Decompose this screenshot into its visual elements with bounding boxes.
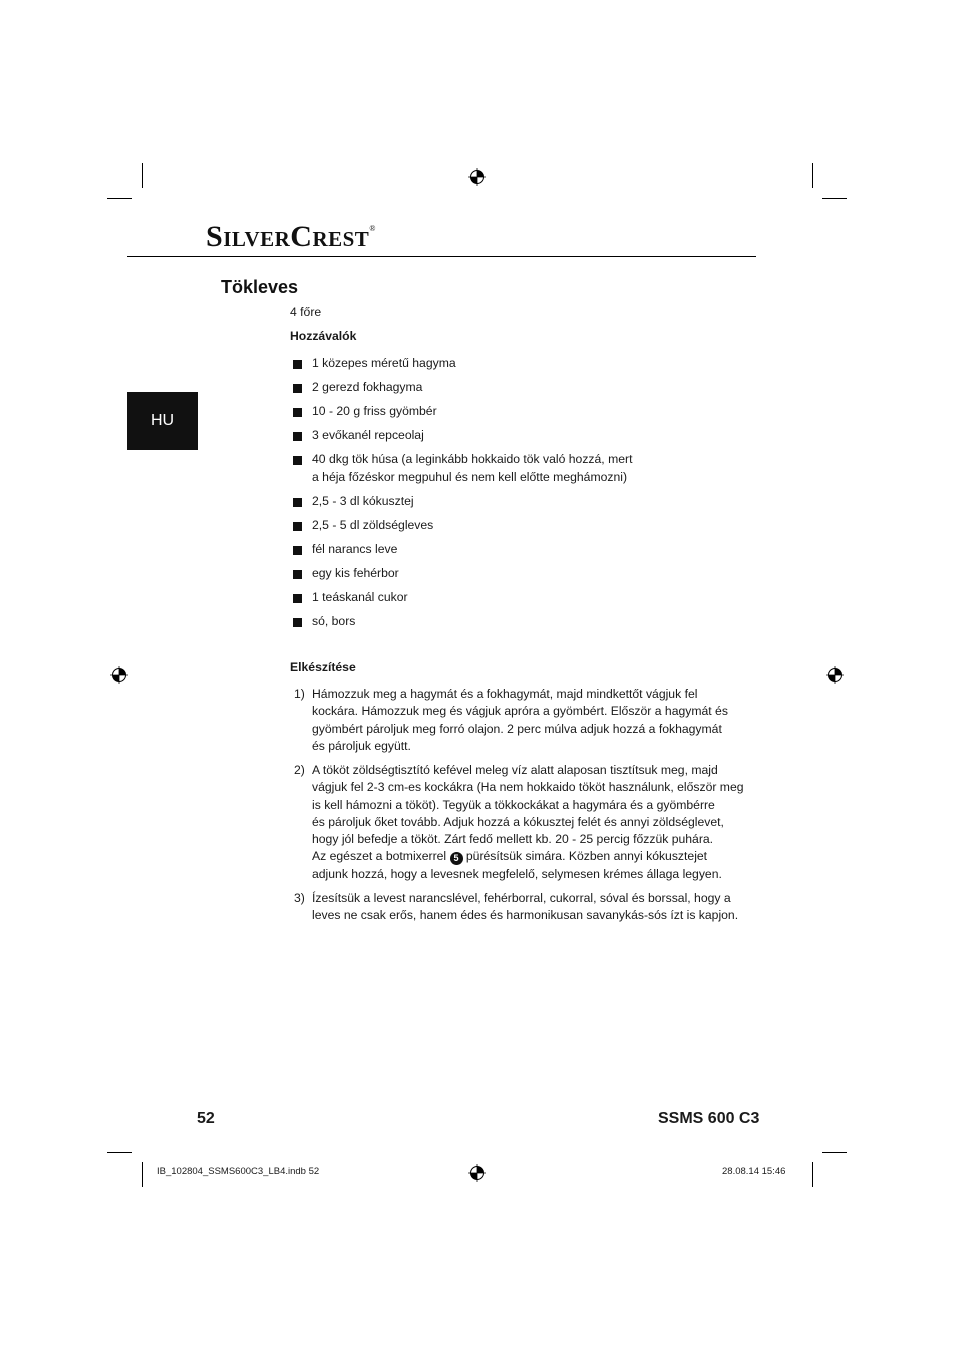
step-line: kockára. Hámozzuk meg és vágjuk apróra a gyömbért. Először a hagymát és: [312, 704, 728, 719]
model-number: SSMS 600 C3: [658, 1110, 760, 1127]
step-line: vágjuk fel 2-3 cm-es kockákra (Ha nem hokkaido tököt használunk, először meg: [312, 780, 744, 795]
step-line: és pároljuk őket tovább. Adjuk hozzá a kókusztej felét és annyi zöldséglevet,: [312, 814, 724, 829]
registration-mark-top-icon: [468, 168, 486, 186]
list-bullet-icon: [293, 432, 302, 441]
list-bullet-icon: [293, 456, 302, 465]
crop-mark-bottom-left-horizontal: [107, 1152, 132, 1153]
page-title: Tökleves: [221, 277, 299, 297]
step-line: Hámozzuk meg a hagymát és a fokhagymát, majd mindkettőt vágjuk fel: [312, 687, 698, 701]
step-text: [312, 762, 744, 883]
list-item: 1 közepes méretű hagyma: [312, 356, 456, 370]
step-line: hogy jól befedje a tököt. Zárt fedő mellett kb. 20 - 25 percig főzzük puhára.: [312, 832, 714, 847]
step-line: is kell hámozni a tököt). Tegyük a tökkockákat a hagymára és a gyömbérre: [312, 797, 715, 812]
crop-mark-bottom-right-horizontal: [822, 1152, 847, 1153]
step-line: Az egészet a botmixerrel 5 pürésítsük simára. Közben annyi kókusztejet: [312, 849, 708, 864]
list-bullet-icon: [293, 408, 302, 417]
step-text: [312, 686, 734, 755]
crop-mark-top-right-horizontal: [822, 198, 847, 199]
list-item: 2,5 - 5 dl zöldségleves: [312, 518, 434, 532]
brand-logo: SILVERCREST®: [206, 220, 376, 253]
list-bullet-icon: [293, 498, 302, 507]
crop-mark-bottom-left-vertical: [142, 1162, 143, 1187]
list-item: egy kis fehérbor: [312, 566, 399, 580]
list-bullet-icon: [293, 594, 302, 603]
step-line: adjunk hozzá, hogy a levesnek megfelelő, selymesen krémes állaga legyen.: [312, 866, 722, 881]
step-line: leves ne csak erős, hanem édes és harmonikusan savanykás-sós ízt is kapjon.: [312, 908, 739, 923]
crop-mark-top-left-horizontal: [107, 198, 132, 199]
language-tab: HU: [127, 392, 198, 450]
crop-mark-top-left-vertical: [142, 163, 143, 188]
list-item: 10 - 20 g friss gyömbér: [312, 404, 437, 418]
crop-mark-bottom-right-vertical: [812, 1162, 813, 1187]
step-number: 1): [294, 687, 305, 701]
method-heading: Elkészítése: [290, 660, 356, 674]
registration-mark-left-icon: [110, 666, 128, 684]
step-line: és pároljuk együtt.: [312, 738, 411, 753]
header-rule: [127, 256, 756, 257]
list-bullet-icon: [293, 522, 302, 531]
ingredients-heading: Hozzávalók: [290, 329, 357, 343]
list-item: 3 evőkanél repceolaj: [312, 428, 424, 442]
servings: 4 főre: [290, 305, 322, 319]
list-item: 1 teáskanál cukor: [312, 590, 408, 604]
list-bullet-icon: [293, 384, 302, 393]
list-bullet-icon: [293, 618, 302, 627]
registration-mark-bottom-icon: [468, 1164, 486, 1182]
list-item: 2 gerezd fokhagyma: [312, 380, 423, 394]
step-line: Ízesítsük a levest narancslével, fehérborral, cukorral, sóval és borssal, hogy a: [312, 891, 731, 905]
list-bullet-icon: [293, 546, 302, 555]
page-number: 52: [197, 1110, 215, 1127]
step-line: A tököt zöldségtisztító kefével meleg víz alatt alaposan tisztítsuk meg, majd: [312, 763, 718, 777]
list-item: 2,5 - 3 dl kókusztej: [312, 494, 414, 508]
step-line: gyömbért pároljuk meg forró olajon. 2 perc múlva adjuk hozzá a fokhagymát: [312, 721, 722, 736]
list-item: só, bors: [312, 614, 356, 628]
step-number: 3): [294, 891, 305, 905]
part-number-badge: 5: [450, 852, 463, 865]
registration-mark-right-icon: [826, 666, 844, 684]
list-item: fél narancs leve: [312, 542, 398, 556]
list-item: 40 dkg tök húsa (a leginkább hokkaido tök való hozzá, mert: [312, 452, 633, 466]
list-item-continuation: a héja főzéskor megpuhul és nem kell előtte meghámozni): [312, 470, 628, 484]
print-slug-file: IB_102804_SSMS600C3_LB4.indb 52: [157, 1166, 320, 1177]
print-slug-date: 28.08.14 15:46: [722, 1166, 786, 1177]
list-bullet-icon: [293, 360, 302, 369]
crop-mark-top-right-vertical: [812, 163, 813, 188]
list-bullet-icon: [293, 570, 302, 579]
step-text: [312, 890, 739, 925]
step-number: 2): [294, 763, 305, 777]
